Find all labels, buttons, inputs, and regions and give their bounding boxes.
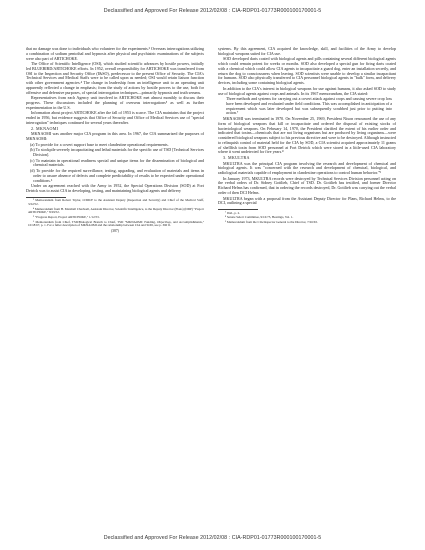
footnote: ⁸ Senate Select Committee, 9/16/75, Hearings, Vol. 1. xyxy=(225,215,294,220)
left-column xyxy=(26,47,204,517)
footnote: ⁹ Memorandum from the CIA Inspector General to the Director, 7/26/63. xyxy=(225,219,318,224)
paragraph: SOD developed darts coated with biological agents and pills containing several different biological agents which could remain potent for weeks or months. SOD also developed a special gun for firing darts coated with a chemical which could allow CIA agents to incapacitate a guard dog, enter an installation secretly, and return the dog to consciousness when leaving. SOD scientists were unable to develop a similar incapacitant for humans. SOD also physically transferred to CIA personnel biological agents in "bulk" form, and delivery devices, including some containing biological agents. xyxy=(218,56,396,86)
declassification-banner-bottom: Declassified and Approved For Release 2012/02/08 : CIA-RDP01-01773R000100170001-5 xyxy=(103,535,322,541)
list-item: (b) To stockpile severely incapacitating and lethal materials for the specific use of TSD [Technical Services Division]. xyxy=(30,147,204,157)
paragraph: Representatives from each Agency unit involved in ARTICHOKE met almost monthly to discuss their progress. These discussions included the planning of overseas interrogations⁵ as well as further experimentation in the U.S. xyxy=(26,95,204,110)
paragraph: In January 1973, MKULTRA records were destroyed by Technical Services Division personnel acting on the verbal orders of Dr. Sidney Gottlieb, Chief of TSD. Dr. Gottlieb has testified, and former Director Richard Helms has confirmed, that in ordering the records destroyed, Dr. Gottlieb was carrying out the verbal order of then DCI Helms. xyxy=(218,175,396,195)
declassification-banner-top: Declassified and Approved For Release 2012/02/08 : CIA-RDP01-01773R000100170001-5 xyxy=(103,8,322,14)
right-column xyxy=(218,47,396,517)
paragraph: MKULTRA began with a proposal from the Assistant Deputy Director for Plans, Richard Helms, to the DCI, outlining a special xyxy=(218,195,396,206)
footnote: ⁶ Memorandum from Chief, TSD/Biological Branch to Chief, TSD "MKNAOMI: Funding, Objectives, and Accomplishments," 10/18/67, p. 1. For a fuller description of MKNAOMI and the relationship between CIA and SOD, see p. 360 ff. xyxy=(28,219,204,228)
footnote: ⁴ Memorandum from H. Marshall Chadwell, Assistant Director, Scientific Intelligence, to the Deputy Director (Plans) (DDP) "Project ARTICHOKE," 8/29/52. xyxy=(28,206,204,215)
paragraph: that no damage was done to individuals who volunteer for the experiments.³ Overseas interrogations utilizing a combination of sodium pentothal and hypnosis after physical and psychiatric examinations of the subjects were also part of ARTICHOKE. xyxy=(26,47,204,61)
section-heading-mknaomi: 2. MKNAOMI xyxy=(31,125,59,131)
paragraph: systems. By this agreement, CIA acquired the knowledge, skill, and facilities of the Army to develop biological weapons suited for CIA use. xyxy=(218,47,396,56)
list-item: (d) To provide for the required surveillance, testing, upgrading, and evaluation of materials and items in order to assure absence of defects and complete predictability of results to be expected under operational conditions.⁶ xyxy=(30,168,204,183)
list-item: (a) To provide for a covert support base to meet clandestine operational requirements. xyxy=(30,141,169,147)
page-number: (387) xyxy=(111,229,119,234)
list-item: (c) To maintain in operational readiness special and unique items for the dissemination of biological and chemical materials. xyxy=(30,157,204,168)
footnote: ⁵ "Progress Report, Project ARTICHOKE," 1/12/53. xyxy=(33,214,100,219)
paragraph: Under an agreement reached with the Army in 1952, the Special Operations Division (SOD) at Fort Detrick was to assist CIA in developing, testing, and maintaining biological agents and delivery xyxy=(26,183,204,193)
section-heading-mkultra: 3. MKULTRA xyxy=(223,154,250,160)
paragraph: MKNAOMI was another major CIA program in this area. In 1967, the CIA summarized the purposes of MKNAOMI: xyxy=(26,131,204,141)
footnote: ³ Memorandum from Robert Taylor, O/DD/P to the Assistant Deputy (Inspection and Security) and Chief of the Medical Staff, 3/22/52. xyxy=(28,198,204,206)
footnote: ⁷ Ibid., p. 2. xyxy=(225,210,241,215)
paragraph: The Office of Scientific Intelligence (OSI), which studied scientific advances by hostile powers, initially led BLUEBIRD/ARTICHOKE efforts. In 1952, overall responsibility for ARTICHOKE was transferred from OSI to the Inspection and Security Office (I&SO), predecessor to the present Office of Security. The CIA's Technical Services and Medical Staffs were to be called upon as needed; OSI would retain liaison function with other government agencies.⁴ The change in leadership from an intelligence unit to an operating unit apparently reflected a change in emphasis; from the study of actions by hostile powers to the use, both for offensive and defensive purposes, of special interrogation techniques—primarily hypnosis and truth serums. xyxy=(26,61,204,95)
footnote-divider xyxy=(218,209,258,210)
paragraph: In addition to the CIA's interest in biological weapons for use against humans, it also asked SOD to study use of biological agents against crops and animals. In its 1967 memorandum, the CIA stated: xyxy=(218,85,396,96)
block-quote: Three methods and systems for carrying out a covert attack against crops and causing severe crop loss have been developed and evaluated under field conditions. This was accomplished in anticipation of a requirement which was later developed but was subsequently scrubbed just prior to putting into action.⁷ xyxy=(226,96,392,116)
paragraph: Information about project ARTICHOKE after the fall of 1953 is scarce. The CIA maintains that the project ended in 1956, but evidence suggests that Office of Security and Office of Medical Services use of "special interrogation" techniques continued for several years thereafter. xyxy=(26,110,204,125)
paragraph: MKNAOMI was terminated in 1970. On November 25, 1969, President Nixon renounced the use of any form of biological weapons that kill or incapacitate and ordered the disposal of existing stocks of bacteriological weapons. On February 14, 1970, the President clarified the extent of his earlier order and indicated that toxins—chemicals that are not living organisms but are produced by living organisms—were considered biological weapons subject to his previous directive and were to be destroyed. Although instructed to relinquish control of material held for the CIA by SOD, a CIA scientist acquired approximately 11 grams of shellfish toxin from SOD personnel at Fort Detrick which were stored in a little-used CIA laboratory where it went undetected for five years.⁸ xyxy=(218,116,396,155)
paragraph: MKULTRA was the principal CIA program involving the research and development of chemical and biological agents. It was "concerned with the research and development of chemical, biological, and radiological materials capable of employment in clandestine operations to control human behavior."⁹ xyxy=(218,160,396,176)
